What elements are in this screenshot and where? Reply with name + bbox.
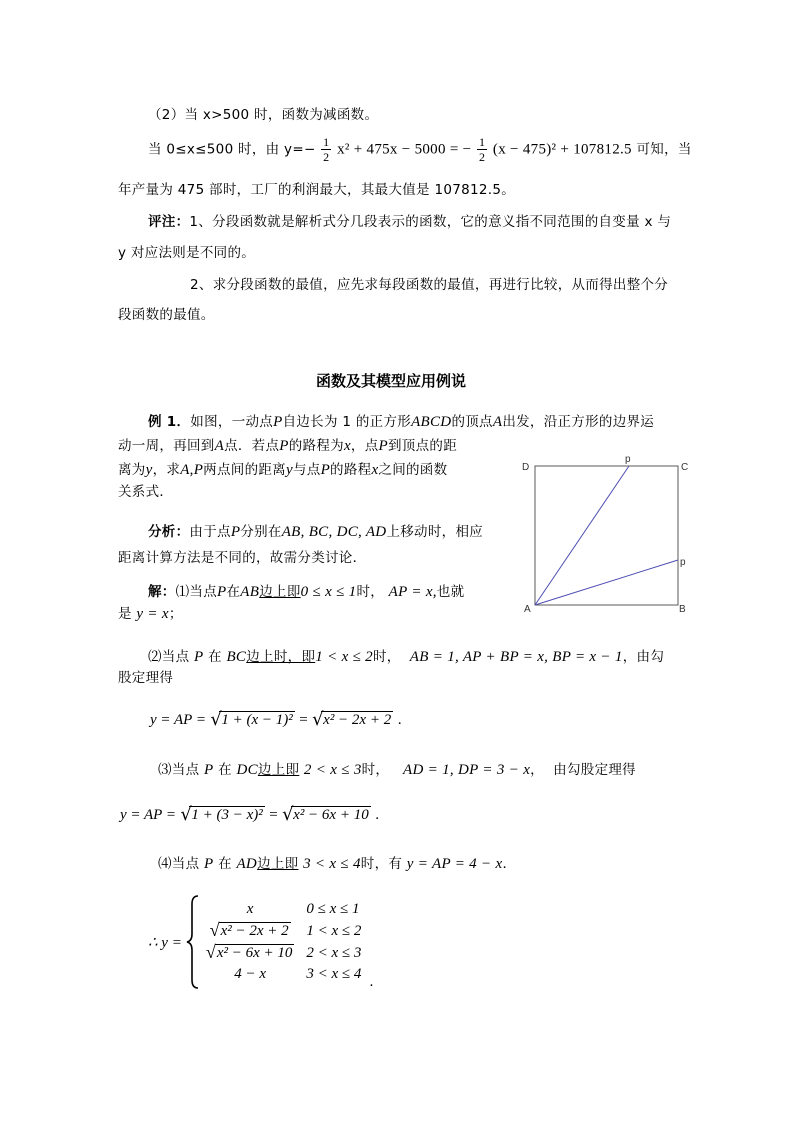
math-var: A,P bbox=[180, 462, 204, 478]
text-fragment: 分别在 bbox=[240, 524, 282, 540]
radicand: 1 + (x − 1)² bbox=[221, 712, 293, 728]
text-fragment: ⑵当点 bbox=[148, 649, 190, 665]
text-fragment: 时， bbox=[372, 649, 401, 665]
math-expression: 3 < x ≤ 4 bbox=[303, 856, 361, 872]
text-fragment: 两点间的距离 bbox=[203, 462, 286, 478]
comment-line bbox=[148, 210, 671, 230]
text-fragment: 当 0≤x≤500 时，由 y=− bbox=[148, 141, 316, 158]
example-line bbox=[118, 458, 447, 479]
cases-table bbox=[200, 899, 368, 985]
case-condition: 0 ≤ x ≤ 1 bbox=[306, 901, 360, 917]
case-condition: 2 < x ≤ 3 bbox=[306, 944, 362, 961]
case-expression bbox=[200, 942, 301, 964]
comment-label: 评注： bbox=[148, 214, 190, 230]
vertex-label-a: A bbox=[524, 604, 531, 615]
math-expression: AD = 1, DP = 3 − x bbox=[403, 762, 531, 778]
vertex-label-c: C bbox=[681, 462, 689, 473]
equation bbox=[120, 803, 389, 824]
text-fragment: 边上时，即 bbox=[246, 649, 316, 665]
math-expression: y = AP = bbox=[120, 807, 176, 823]
radical-sign: √ bbox=[282, 804, 294, 825]
text-fragment: ， bbox=[530, 762, 544, 778]
example-line: 关系式． bbox=[118, 484, 174, 500]
text-fragment: 由于点 bbox=[189, 524, 231, 540]
numerator: 1 bbox=[323, 135, 330, 149]
equation bbox=[150, 708, 411, 729]
text-fragment: 上移动时，相应 bbox=[386, 524, 484, 540]
example-label: 例 1． bbox=[148, 414, 191, 430]
text-fragment: 1、分段函数就是解析式分几段表示的函数，它的意义指不同范围的自变量 x 与 bbox=[189, 214, 672, 230]
radicand: x² − 6x + 10 bbox=[216, 945, 293, 961]
math-expression: 0 ≤ x ≤ 1 bbox=[300, 584, 357, 600]
math-var: x bbox=[371, 462, 379, 478]
math-var: y bbox=[145, 462, 153, 478]
text-fragment: ⑴当点 bbox=[175, 584, 218, 600]
math-var: P bbox=[320, 462, 331, 478]
text-fragment: ，点 bbox=[350, 438, 379, 454]
case-expression bbox=[200, 920, 301, 942]
text-fragment: 出发，沿正方形的边界运 bbox=[502, 414, 655, 430]
text-line: 段函数的最值。 bbox=[118, 307, 215, 323]
case-row bbox=[200, 899, 368, 920]
period: ． bbox=[397, 712, 412, 728]
denominator: 2 bbox=[323, 150, 330, 164]
radical-sign: √ bbox=[312, 709, 324, 730]
solution-line bbox=[148, 645, 664, 666]
radical-sign: √ bbox=[210, 709, 222, 730]
text-fragment: 时，有 bbox=[360, 856, 403, 872]
case-row bbox=[200, 920, 368, 942]
math-expression: y = x bbox=[136, 606, 169, 622]
text-fragment: ⑶当点 bbox=[158, 762, 200, 778]
math-var: x bbox=[343, 438, 351, 454]
vertex-label-b: B bbox=[679, 604, 686, 615]
math-var: A bbox=[492, 414, 503, 430]
case-row bbox=[200, 942, 368, 964]
math-var: P bbox=[217, 584, 227, 600]
point-label-p-right: p bbox=[680, 557, 686, 568]
math-var: A bbox=[214, 438, 225, 454]
period: ． bbox=[375, 807, 389, 823]
equals-sign: = bbox=[269, 807, 278, 823]
analysis-label: 分析： bbox=[148, 524, 190, 540]
example-line bbox=[148, 410, 654, 431]
math-expression: y = AP = bbox=[150, 712, 206, 728]
text-fragment: 边上即 bbox=[257, 762, 300, 778]
square-diagram bbox=[515, 452, 695, 622]
text-fragment: 边上即 bbox=[257, 856, 299, 872]
fraction bbox=[477, 136, 487, 163]
math-expression: AB = 1, AP + BP = x, BP = x − 1 bbox=[409, 649, 623, 665]
math-expression: x² + 475x − 5000 = − bbox=[337, 141, 472, 158]
text-fragment: 的顶点 bbox=[451, 414, 493, 430]
text-fragment: 在 bbox=[208, 649, 222, 665]
therefore-expression: ∴ y = bbox=[148, 934, 182, 951]
solution-line bbox=[118, 602, 183, 623]
math-var: AB, BC, DC, AD bbox=[281, 524, 387, 540]
text-line: y 对应法则是不同的。 bbox=[118, 245, 256, 261]
sqrt bbox=[180, 806, 264, 824]
radicand: 1 + (3 − x)² bbox=[191, 807, 263, 823]
text-fragment: 离为 bbox=[118, 462, 146, 478]
text-fragment: 由勾股定理得 bbox=[553, 762, 636, 778]
math-var: P bbox=[279, 438, 289, 454]
math-var: P bbox=[230, 524, 241, 540]
case-row bbox=[200, 964, 368, 985]
math-var: P bbox=[273, 414, 283, 430]
text-fragment: 自边长为 1 的正方形 bbox=[282, 414, 412, 430]
radical-sign: √ bbox=[209, 920, 220, 940]
solution-line bbox=[158, 758, 636, 779]
text-fragment: 在 bbox=[218, 856, 232, 872]
period: ． bbox=[369, 974, 384, 990]
text-fragment: ⑷当点 bbox=[158, 856, 200, 872]
text-line bbox=[148, 136, 692, 163]
segment-ap-right bbox=[535, 560, 678, 605]
text-fragment: 在 bbox=[218, 762, 232, 778]
solution-line bbox=[158, 852, 516, 873]
radicand: x² − 2x + 2 bbox=[323, 712, 392, 728]
case-expression: x bbox=[246, 901, 254, 917]
segment-ap-top bbox=[535, 466, 629, 605]
math-var: DC bbox=[236, 762, 258, 778]
sqrt bbox=[210, 922, 291, 940]
text-fragment: ． bbox=[502, 856, 517, 872]
denominator: 2 bbox=[479, 150, 486, 164]
math-var: ABCD bbox=[411, 414, 452, 430]
math-var: BC bbox=[226, 649, 247, 665]
point-label-p-top: p bbox=[625, 454, 631, 465]
text-fragment: 在 bbox=[226, 584, 241, 600]
radical-sign: √ bbox=[180, 804, 192, 825]
solution-line bbox=[148, 580, 464, 601]
text-fragment: 的路程 bbox=[330, 462, 372, 478]
page-title: 函数及其模型应用例说 bbox=[316, 372, 467, 390]
text-fragment: 如图，一动点 bbox=[190, 414, 274, 430]
analysis-line bbox=[148, 520, 483, 541]
text-fragment: 时， bbox=[361, 762, 390, 778]
text-fragment: ，求 bbox=[152, 462, 181, 478]
fraction bbox=[321, 136, 331, 163]
math-expression: 2 < x ≤ 3 bbox=[303, 762, 362, 778]
solution-line: 股定理得 bbox=[118, 670, 174, 686]
square-abcd bbox=[535, 466, 678, 605]
analysis-line: 距离计算方法是不同的，故需分类讨论． bbox=[118, 550, 367, 566]
math-var: P bbox=[204, 856, 214, 872]
math-var: AB bbox=[240, 584, 260, 600]
sqrt bbox=[312, 711, 393, 729]
math-var: y bbox=[285, 462, 293, 478]
text-line: 2、求分段函数的最值，应先求每段函数的最值，再进行比较，从而得出整个分 bbox=[190, 277, 669, 293]
math-var: P bbox=[204, 762, 214, 778]
text-line: （2）当 x>500 时，函数为减函数。 bbox=[148, 107, 379, 123]
case-expression: 4 − x bbox=[234, 966, 266, 982]
text-fragment: 之间的函数 bbox=[378, 462, 448, 478]
left-brace-icon bbox=[186, 894, 200, 990]
math-expression: (x − 475)² + 107812.5 bbox=[492, 141, 632, 158]
case-condition: 3 < x ≤ 4 bbox=[306, 966, 362, 982]
text-fragment: 的路程为 bbox=[288, 438, 344, 454]
text-fragment: 边上即 bbox=[259, 584, 301, 600]
text-fragment: 点．若点 bbox=[224, 438, 280, 454]
vertex-label-d: D bbox=[522, 462, 530, 473]
text-fragment: 也就 bbox=[436, 584, 465, 600]
equals-sign: = bbox=[299, 712, 308, 728]
radicand: x² − 6x + 10 bbox=[293, 807, 369, 823]
math-var: P bbox=[378, 438, 388, 454]
example-line bbox=[118, 434, 457, 455]
sqrt bbox=[282, 806, 371, 824]
radicand: x² − 2x + 2 bbox=[220, 923, 289, 939]
text-fragment: 动一周，再回到 bbox=[118, 438, 215, 454]
math-expression: AP = x, bbox=[388, 584, 437, 600]
radical-sign: √ bbox=[205, 942, 216, 962]
sqrt bbox=[210, 711, 294, 729]
math-expression: y = AP = 4 − x bbox=[406, 856, 503, 872]
text-fragment: 是 bbox=[118, 606, 132, 622]
sqrt bbox=[206, 944, 295, 962]
text-fragment: 可知，当 bbox=[636, 141, 692, 158]
text-fragment: ，由勾 bbox=[622, 649, 665, 665]
piecewise-function bbox=[148, 894, 383, 990]
math-var: AD bbox=[236, 856, 258, 872]
text-fragment: 时， bbox=[356, 584, 385, 600]
text-fragment: ； bbox=[168, 606, 183, 622]
case-condition: 1 < x ≤ 2 bbox=[306, 922, 362, 939]
math-expression: 1 < x ≤ 2 bbox=[315, 649, 373, 665]
text-fragment: 到顶点的距 bbox=[388, 438, 457, 454]
text-line: 年产量为 475 部时，工厂的利润最大，其最大值是 107812.5。 bbox=[118, 182, 516, 198]
solution-label: 解： bbox=[148, 584, 176, 600]
math-var: P bbox=[194, 649, 204, 665]
numerator: 1 bbox=[479, 135, 486, 149]
text-fragment: 与点 bbox=[292, 462, 321, 478]
